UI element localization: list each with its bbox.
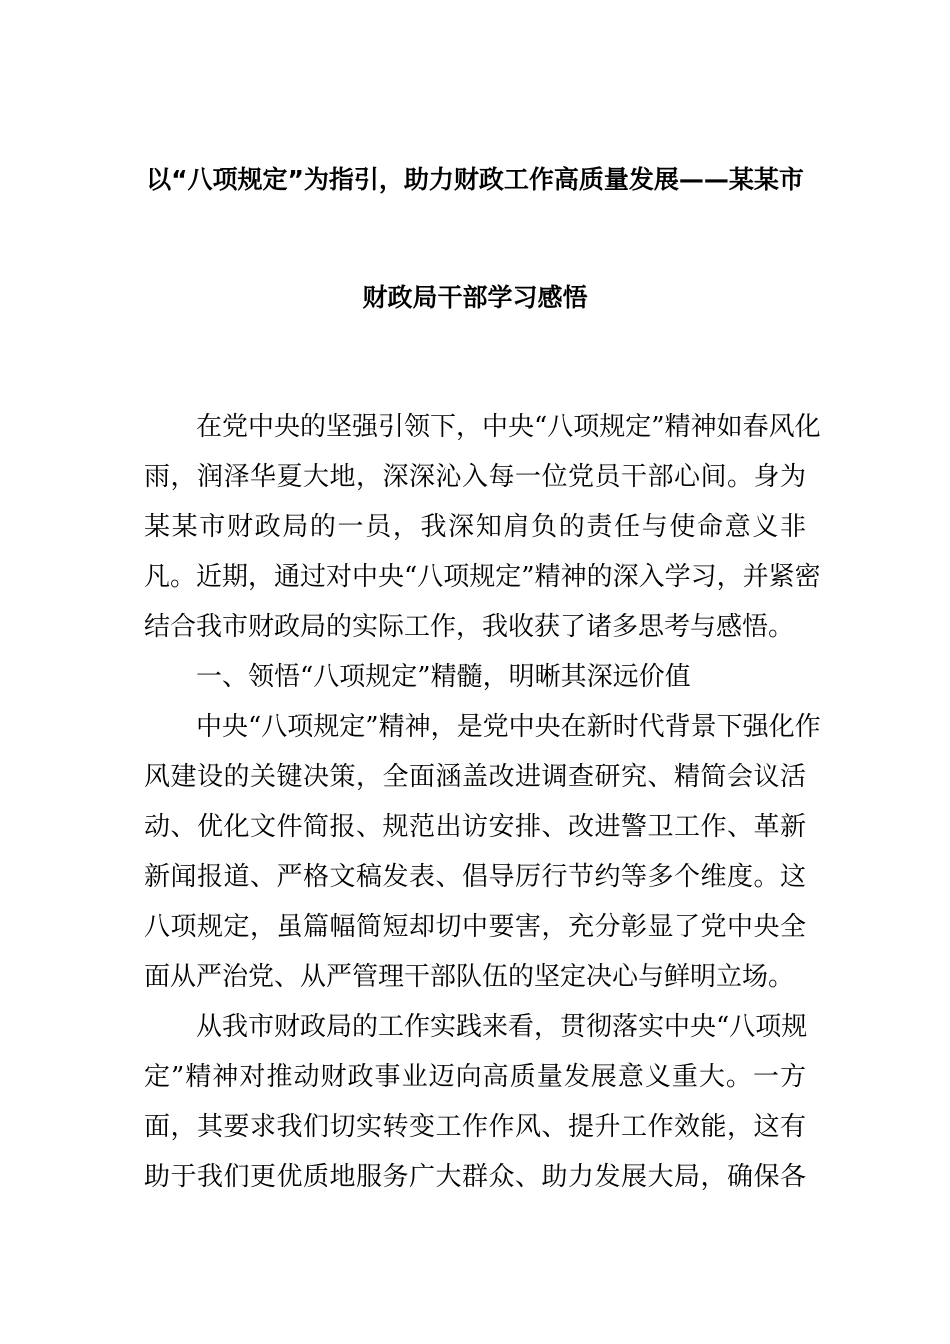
- body-line: 凡。近期，通过对中央“八项规定”精神的深入学习，并紧密: [144, 562, 821, 592]
- body-line: 某某市财政局的一员，我深知肩负的责任与使命意义非: [144, 512, 806, 542]
- document-title-line-2: 财政局干部学习感悟: [362, 283, 588, 312]
- body-line: 面从严治党、从严管理干部队伍的坚定决心与鲜明立场。: [144, 962, 795, 992]
- body-line: 助于我们更优质地服务广大群众、助力发展大局，确保各: [144, 1162, 806, 1192]
- body-line: 新闻报道、严格文稿发表、倡导厉行节约等多个维度。这: [144, 862, 806, 892]
- body-line: 在党中央的坚强引领下，中央“八项规定”精神如春风化: [196, 412, 821, 442]
- body-line: 面，其要求我们切实转变工作作风、提升工作效能，这有: [144, 1112, 806, 1142]
- body-line: 从我市财政局的工作实践来看，贯彻落实中央“八项规: [196, 1012, 808, 1042]
- body-line: 八项规定，虽篇幅简短却切中要害，充分彰显了党中央全: [144, 912, 806, 942]
- document-title-line-1: 以“八项规定”为指引，助力财政工作高质量发展——某某市: [146, 165, 804, 194]
- body-line: 结合我市财政局的实际工作，我收获了诸多思考与感悟。: [144, 612, 795, 642]
- body-line: 雨，润泽华夏大地，深深沁入每一位党员干部心间。身为: [144, 462, 806, 492]
- body-line: 风建设的关键决策，全面涵盖改进调查研究、精简会议活: [144, 762, 806, 792]
- document-body: [144, 402, 821, 1202]
- body-line: 定”精神对推动财政事业迈向高质量发展意义重大。一方: [144, 1062, 806, 1092]
- body-line: 动、优化文件简报、规范出访安排、改进警卫工作、革新: [144, 812, 806, 842]
- body-line: 中央“八项规定”精神，是党中央在新时代背景下强化作: [196, 712, 821, 742]
- section-heading: 一、领悟“八项规定”精髓，明晰其深远价值: [196, 662, 691, 692]
